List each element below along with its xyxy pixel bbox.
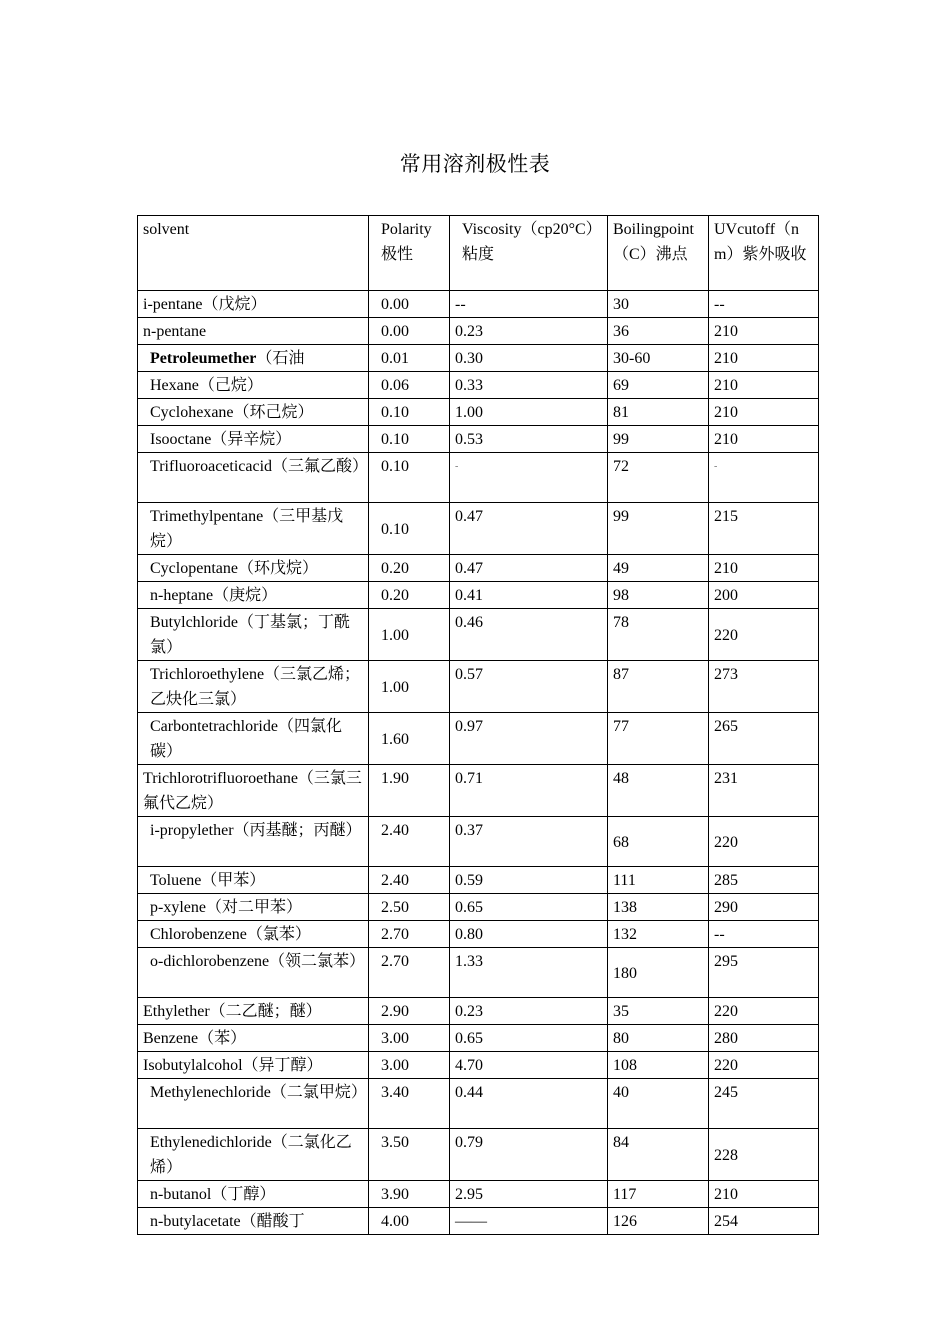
boiling-point-value: 80 bbox=[608, 1025, 709, 1052]
uv-cutoff-value: 285 bbox=[709, 867, 819, 894]
table-row bbox=[138, 948, 819, 998]
polarity-value: 0.20 bbox=[369, 582, 450, 609]
viscosity-value: 0.47 bbox=[450, 503, 608, 555]
polarity-value: 2.90 bbox=[369, 998, 450, 1025]
polarity-value: 3.40 bbox=[369, 1079, 450, 1129]
viscosity-value: —— bbox=[450, 1208, 608, 1235]
polarity-value: 0.10 bbox=[369, 399, 450, 426]
table-row bbox=[138, 1052, 819, 1079]
viscosity-value: -- bbox=[450, 291, 608, 318]
table-row bbox=[138, 661, 819, 713]
polarity-value: 2.70 bbox=[369, 948, 450, 998]
polarity-value: 0.10 bbox=[369, 426, 450, 453]
table-row bbox=[138, 555, 819, 582]
viscosity-value: 2.95 bbox=[450, 1181, 608, 1208]
uv-cutoff-value: 210 bbox=[709, 318, 819, 345]
viscosity-value: 0.37 bbox=[450, 817, 608, 867]
solvent-name: Hexane（己烷） bbox=[138, 372, 369, 399]
viscosity-value: 0.57 bbox=[450, 661, 608, 713]
table-row bbox=[138, 372, 819, 399]
uv-cutoff-value: 254 bbox=[709, 1208, 819, 1235]
uv-cutoff-value: 210 bbox=[709, 1181, 819, 1208]
polarity-value: 0.00 bbox=[369, 291, 450, 318]
boiling-point-value: 98 bbox=[608, 582, 709, 609]
boiling-point-value: 84 bbox=[608, 1129, 709, 1181]
solvent-name: n-butanol（丁醇） bbox=[138, 1181, 369, 1208]
solvent-name: Cyclohexane（环己烷） bbox=[138, 399, 369, 426]
solvent-name: Chlorobenzene（氯苯） bbox=[138, 921, 369, 948]
boiling-point-value: 111 bbox=[608, 867, 709, 894]
viscosity-value: 1.33 bbox=[450, 948, 608, 998]
table-row bbox=[138, 1181, 819, 1208]
solvent-name: Trichlorotrifluoroethane（三氯三氟代乙烷） bbox=[138, 765, 369, 817]
viscosity-value: 0.59 bbox=[450, 867, 608, 894]
viscosity-value: - bbox=[450, 453, 608, 503]
solvent-name-rest: （石油 bbox=[256, 350, 305, 367]
polarity-value: 0.20 bbox=[369, 555, 450, 582]
polarity-value: 1.60 bbox=[369, 713, 450, 765]
viscosity-value: 0.23 bbox=[450, 318, 608, 345]
boiling-point-value: 49 bbox=[608, 555, 709, 582]
polarity-value: 3.90 bbox=[369, 1181, 450, 1208]
table-row bbox=[138, 426, 819, 453]
table-row bbox=[138, 998, 819, 1025]
table-row bbox=[138, 582, 819, 609]
table-row bbox=[138, 713, 819, 765]
solvent-name: Isobutylalcohol（异丁醇） bbox=[138, 1052, 369, 1079]
boiling-point-value: 68 bbox=[608, 817, 709, 867]
table-row bbox=[138, 453, 819, 503]
table-row bbox=[138, 318, 819, 345]
uv-cutoff-value: -- bbox=[709, 921, 819, 948]
solvent-name: Trimethylpentane（三甲基戊烷） bbox=[138, 503, 369, 555]
boiling-point-value: 69 bbox=[608, 372, 709, 399]
uv-cutoff-value: 210 bbox=[709, 372, 819, 399]
header-uv-cutoff: UVcutoff（nm）紫外吸收 bbox=[709, 216, 819, 291]
boiling-point-value: 30-60 bbox=[608, 345, 709, 372]
viscosity-value: 0.46 bbox=[450, 609, 608, 661]
uv-cutoff-value: 220 bbox=[709, 998, 819, 1025]
solvent-name: Butylchloride（丁基氯；丁酰氯） bbox=[138, 609, 369, 661]
uv-cutoff-value: 220 bbox=[709, 609, 819, 661]
table-row bbox=[138, 291, 819, 318]
solvent-name-bold: Petroleumether bbox=[150, 350, 257, 367]
uv-cutoff-value: 220 bbox=[709, 1052, 819, 1079]
polarity-value: 0.01 bbox=[369, 345, 450, 372]
solvent-name: Ethylenedichloride（二氯化乙烯） bbox=[138, 1129, 369, 1181]
polarity-value: 3.00 bbox=[369, 1052, 450, 1079]
uv-cutoff-value: - bbox=[709, 453, 819, 503]
solvent-name: i-propylether（丙基醚；丙醚） bbox=[138, 817, 369, 867]
boiling-point-value: 35 bbox=[608, 998, 709, 1025]
solvent-name: Trichloroethylene（三氯乙烯；乙炔化三氯） bbox=[138, 661, 369, 713]
polarity-value: 2.40 bbox=[369, 817, 450, 867]
boiling-point-value: 99 bbox=[608, 426, 709, 453]
boiling-point-value: 117 bbox=[608, 1181, 709, 1208]
polarity-value: 3.00 bbox=[369, 1025, 450, 1052]
uv-cutoff-value: 200 bbox=[709, 582, 819, 609]
viscosity-value: 0.80 bbox=[450, 921, 608, 948]
table-row bbox=[138, 867, 819, 894]
polarity-value: 0.00 bbox=[369, 318, 450, 345]
uv-cutoff-value: -- bbox=[709, 291, 819, 318]
boiling-point-value: 77 bbox=[608, 713, 709, 765]
viscosity-value: 0.33 bbox=[450, 372, 608, 399]
solvent-name: Trifluoroaceticacid（三氟乙酸） bbox=[138, 453, 369, 503]
table-row bbox=[138, 894, 819, 921]
polarity-value: 0.10 bbox=[369, 503, 450, 555]
solvent-name: p-xylene（对二甲苯） bbox=[138, 894, 369, 921]
table-row bbox=[138, 765, 819, 817]
solvent-name: n-butylacetate（醋酸丁 bbox=[138, 1208, 369, 1235]
polarity-value: 2.70 bbox=[369, 921, 450, 948]
solvent-name: Toluene（甲苯） bbox=[138, 867, 369, 894]
uv-cutoff-value: 210 bbox=[709, 345, 819, 372]
uv-cutoff-value: 228 bbox=[709, 1129, 819, 1181]
solvent-name: Ethylether（二乙醚；醚） bbox=[138, 998, 369, 1025]
polarity-value: 1.90 bbox=[369, 765, 450, 817]
boiling-point-value: 72 bbox=[608, 453, 709, 503]
boiling-point-value: 87 bbox=[608, 661, 709, 713]
uv-cutoff-value: 231 bbox=[709, 765, 819, 817]
page-title: 常用溶剂极性表 bbox=[399, 152, 551, 176]
polarity-value: 1.00 bbox=[369, 609, 450, 661]
table-row bbox=[138, 817, 819, 867]
viscosity-value: 0.23 bbox=[450, 998, 608, 1025]
viscosity-value: 0.71 bbox=[450, 765, 608, 817]
viscosity-value: 0.97 bbox=[450, 713, 608, 765]
viscosity-value: 0.65 bbox=[450, 1025, 608, 1052]
solvent-name: Carbontetrachloride（四氯化碳） bbox=[138, 713, 369, 765]
solvent-name: Benzene（苯） bbox=[138, 1025, 369, 1052]
solvent-name: i-pentane（戊烷） bbox=[138, 291, 369, 318]
viscosity-value: 0.79 bbox=[450, 1129, 608, 1181]
solvent-name: Isooctane（异辛烷） bbox=[138, 426, 369, 453]
table-row bbox=[138, 609, 819, 661]
viscosity-value: 0.44 bbox=[450, 1079, 608, 1129]
solvent-name: Methylenechloride（二氯甲烷） bbox=[138, 1079, 369, 1129]
polarity-value: 4.00 bbox=[369, 1208, 450, 1235]
polarity-value: 2.40 bbox=[369, 867, 450, 894]
solvent-name: Cyclopentane（环戊烷） bbox=[138, 555, 369, 582]
table-row bbox=[138, 1129, 819, 1181]
header-boiling-point: Boilingpoint（C）沸点 bbox=[608, 216, 709, 291]
boiling-point-value: 81 bbox=[608, 399, 709, 426]
solvent-name: n-pentane bbox=[138, 318, 369, 345]
polarity-value: 3.50 bbox=[369, 1129, 450, 1181]
boiling-point-value: 36 bbox=[608, 318, 709, 345]
boiling-point-value: 108 bbox=[608, 1052, 709, 1079]
boiling-point-value: 30 bbox=[608, 291, 709, 318]
header-polarity: Polarity极性 bbox=[369, 216, 450, 291]
table-row bbox=[138, 1208, 819, 1235]
polarity-value: 2.50 bbox=[369, 894, 450, 921]
viscosity-value: 0.30 bbox=[450, 345, 608, 372]
boiling-point-value: 40 bbox=[608, 1079, 709, 1129]
table-row bbox=[138, 399, 819, 426]
boiling-point-value: 99 bbox=[608, 503, 709, 555]
viscosity-value: 4.70 bbox=[450, 1052, 608, 1079]
header-viscosity: Viscosity（cp20°C）粘度 bbox=[450, 216, 608, 291]
uv-cutoff-value: 290 bbox=[709, 894, 819, 921]
table-row bbox=[138, 345, 819, 372]
viscosity-value: 0.41 bbox=[450, 582, 608, 609]
polarity-value: 0.06 bbox=[369, 372, 450, 399]
solvent-name: n-heptane（庚烷） bbox=[138, 582, 369, 609]
solvent-name bbox=[138, 345, 369, 372]
table-row bbox=[138, 921, 819, 948]
boiling-point-value: 78 bbox=[608, 609, 709, 661]
table-row bbox=[138, 503, 819, 555]
uv-cutoff-value: 265 bbox=[709, 713, 819, 765]
viscosity-value: 0.65 bbox=[450, 894, 608, 921]
uv-cutoff-value: 210 bbox=[709, 555, 819, 582]
boiling-point-value: 48 bbox=[608, 765, 709, 817]
table-row bbox=[138, 1025, 819, 1052]
viscosity-value: 1.00 bbox=[450, 399, 608, 426]
table-header-row bbox=[138, 216, 819, 291]
uv-cutoff-value: 273 bbox=[709, 661, 819, 713]
boiling-point-value: 138 bbox=[608, 894, 709, 921]
uv-cutoff-value: 210 bbox=[709, 426, 819, 453]
uv-cutoff-value: 280 bbox=[709, 1025, 819, 1052]
solvent-name: o-dichlorobenzene（领二氯苯） bbox=[138, 948, 369, 998]
uv-cutoff-value: 245 bbox=[709, 1079, 819, 1129]
boiling-point-value: 126 bbox=[608, 1208, 709, 1235]
polarity-value: 0.10 bbox=[369, 453, 450, 503]
boiling-point-value: 132 bbox=[608, 921, 709, 948]
header-solvent: solvent bbox=[138, 216, 369, 291]
uv-cutoff-value: 295 bbox=[709, 948, 819, 998]
viscosity-value: 0.47 bbox=[450, 555, 608, 582]
uv-cutoff-value: 220 bbox=[709, 817, 819, 867]
polarity-value: 1.00 bbox=[369, 661, 450, 713]
uv-cutoff-value: 210 bbox=[709, 399, 819, 426]
viscosity-value: 0.53 bbox=[450, 426, 608, 453]
table-row bbox=[138, 1079, 819, 1129]
solvent-polarity-table bbox=[137, 215, 819, 1235]
boiling-point-value: 180 bbox=[608, 948, 709, 998]
uv-cutoff-value: 215 bbox=[709, 503, 819, 555]
